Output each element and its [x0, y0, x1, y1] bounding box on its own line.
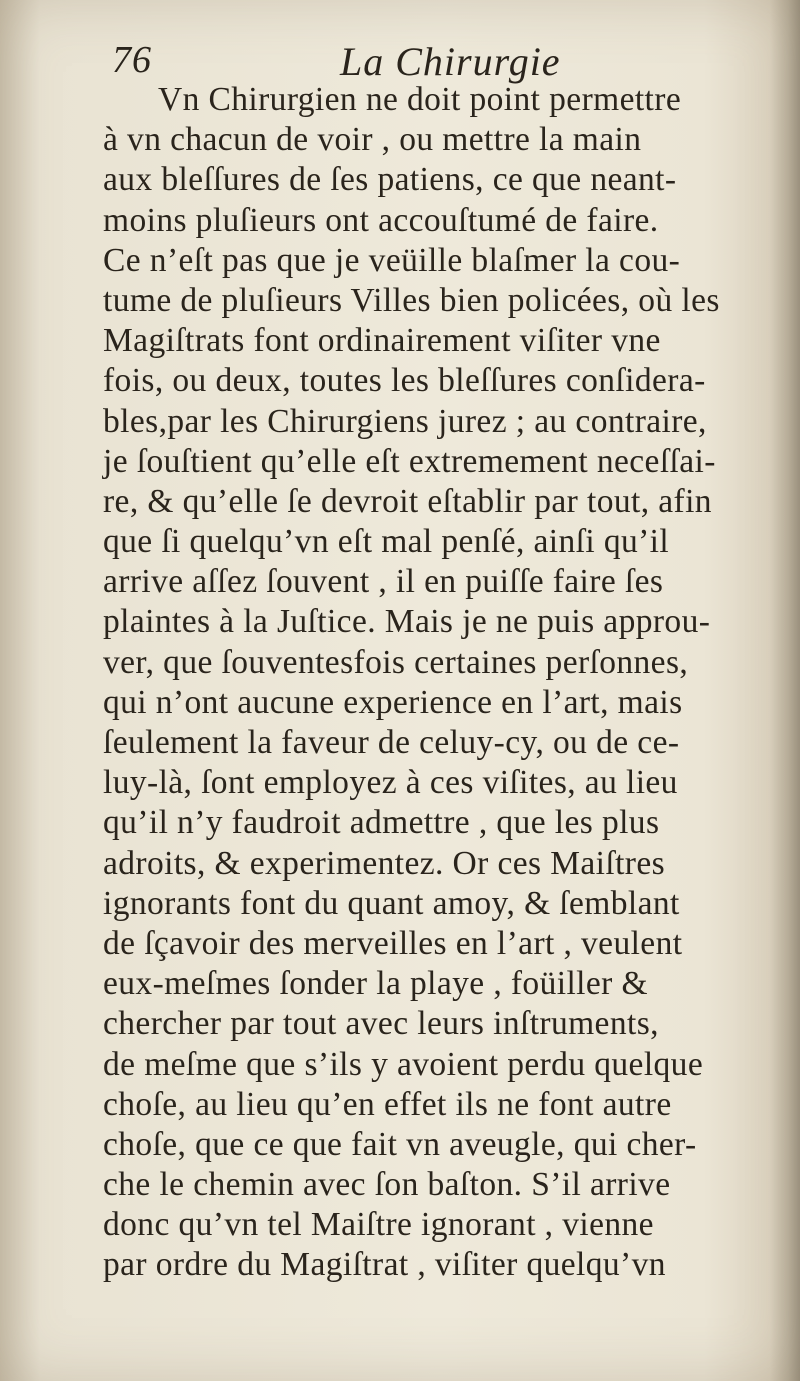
text-line-22: de ſçavoir des merveilles en l’art , veulent	[103, 924, 683, 962]
text-line-20: adroits, & experimentez. Or ces Maiſtres	[103, 844, 666, 882]
text-line-26: choſe, au lieu qu’en effet ils ne font autre	[103, 1085, 672, 1123]
text-line-29: donc qu’vn tel Maiſtre ignorant , vienne	[103, 1206, 654, 1244]
text-line-25: de meſme que s’ils y avoient perdu quelque	[103, 1045, 704, 1083]
text-line-17: ſeulement la faveur de celuy-cy, ou de ce-	[103, 724, 680, 761]
text-line-14: plaintes à la Juſtice. Mais je ne puis approu-	[103, 603, 711, 641]
text-line-19: qu’il n’y faudroit admettre , que les plus	[103, 804, 660, 842]
body-text	[103, 80, 763, 1286]
text-line-10: je ſouſtient qu’elle eſt extremement neceſſai-	[103, 442, 716, 480]
page-gutter-shadow	[770, 0, 800, 1381]
text-line-13: arrive aſſez ſouvent , il en puiſſe faire ſes	[103, 563, 664, 601]
text-line-8: fois, ou deux, toutes les bleſſures conſidera-	[103, 362, 706, 400]
text-line-7: Magiſtrats font ordinairement viſiter vne	[103, 322, 661, 360]
text-line-12: que ſi quelqu’vn eſt mal penſé, ainſi qu’il	[103, 523, 670, 561]
text-line-23: eux-meſmes ſonder la playe , foüiller &	[103, 965, 648, 1003]
text-line-28: che le chemin avec ſon baſton. S’il arrive	[103, 1166, 671, 1204]
text-line-1: Vn Chirurgien ne doit point permettre	[158, 81, 682, 118]
text-line-5: Ce n’eſt pas que je veüille blaſmer la cou-	[103, 241, 681, 279]
text-line-3: aux bleſſures de ſes patiens, ce que neant-	[103, 161, 677, 199]
text-line-21: ignorants font du quant amoy, & ſemblant	[103, 884, 680, 922]
text-line-30: par ordre du Magiſtrat , viſiter quelqu’vn	[103, 1246, 666, 1284]
text-line-6: tume de pluſieurs Villes bien policées, où les	[103, 281, 720, 319]
text-line-11: re, & qu’elle ſe devroit eſtablir par tout, afin	[103, 482, 712, 520]
text-line-9: bles,par les Chirurgiens jurez ; au contraire,	[103, 402, 707, 440]
text-line-15: ver, que ſouventesfois certaines perſonnes,	[103, 643, 689, 681]
page-number: 76	[112, 39, 152, 81]
text-line-4: moins pluſieurs ont accouſtumé de faire.	[103, 201, 659, 239]
page-header	[112, 38, 672, 86]
text-line-18: luy-là, ſont employez à ces viſites, au lieu	[103, 764, 678, 802]
text-line-27: choſe, que ce que fait vn aveugle, qui cher-	[103, 1125, 697, 1163]
text-line-24: chercher par tout avec leurs inſtruments,	[103, 1005, 659, 1043]
text-line-2: à vn chacun de voir , ou mettre la main	[103, 121, 642, 159]
text-line-16: qui n’ont aucune experience en l’art, mais	[103, 683, 683, 721]
running-title: La Chirurgie	[340, 39, 561, 84]
